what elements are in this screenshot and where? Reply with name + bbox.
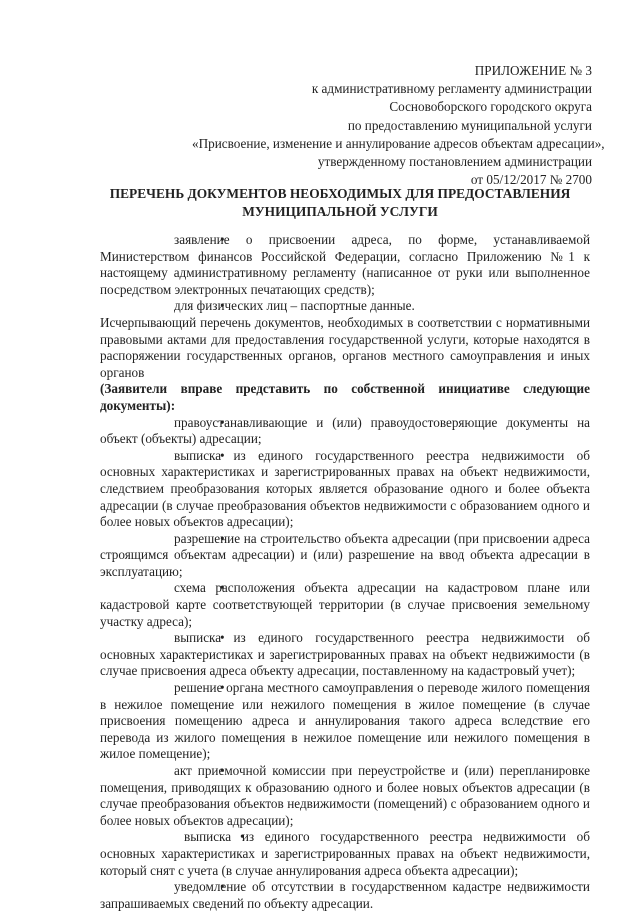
- list-item: • выписка из единого государственного реестра недвижимости об основных характеристиках и зарегистрированных правах на объект недвижимости, который снят с учета (в случае аннулирования адреса объекта адресации);: [100, 829, 590, 879]
- title-line: ПЕРЕЧЕНЬ ДОКУМЕНТОВ НЕОБХОДИМЫХ ДЛЯ ПРЕДОСТАВЛЕНИЯ: [109, 186, 571, 201]
- header-line: Сосновоборского городского округа: [389, 99, 592, 115]
- document-title: [70, 185, 610, 221]
- list-item: • выписка из единого государственного реестра недвижимости об основных характеристиках и зарегистрированных правах на объект недвижимости (в случае присвоения адреса объекту адресации, поставленному на кадастровый учет);: [100, 630, 590, 680]
- paragraph: Исчерпывающий перечень документов, необходимых в соответствии с нормативными правовыми актами для предоставления государственной услуги, которые находятся в распоряжении государственных органов, органов местного самоуправления и иных органов: [100, 314, 590, 380]
- list-item: • для физических лиц – паспортные данные.: [100, 298, 590, 315]
- appendix-number: ПРИЛОЖЕНИЕ № 3: [474, 63, 592, 78]
- appendix-header: [192, 62, 605, 189]
- service-name: «Присвоение, изменение и аннулирование адресов объектам адресации»,: [192, 135, 605, 151]
- title-line: МУНИЦИПАЛЬНОЙ УСЛУГИ: [242, 204, 438, 219]
- document-list: [100, 232, 590, 912]
- list-item: • правоустанавливающие и (или) правоудостоверяющие документы на объект (объекты) адресации;: [100, 415, 590, 448]
- header-line: утвержденному постановлением администрации: [317, 154, 592, 170]
- list-item: • заявление о присвоении адреса, по форме, устанавливаемой Министерством финансов Российской Федерации, согласно Приложению №1 к настоящему административному регламенту (написанное от руки или выполненное посредством электронных печатающих средств);: [100, 232, 590, 298]
- header-line: по предоставлению муниципальной услуги: [347, 117, 592, 133]
- bold-paragraph: (Заявители вправе представить по собственной инициативе следующие документы):: [100, 381, 590, 413]
- header-line: к административному регламенту администрации: [311, 81, 592, 97]
- list-item: • схема расположения объекта адресации на кадастровом плане или кадастровой карте соответствующей территории (в случае присвоения земельному участку адреса);: [100, 580, 590, 630]
- list-item: • разрешение на строительство объекта адресации (при присвоении адреса строящимся объектам адресации) и (или) разрешение на ввод объекта адресации в эксплуатацию;: [100, 531, 590, 581]
- list-item: • выписка из единого государственного реестра недвижимости об основных характеристиках и зарегистрированных правах на объект недвижимости, следствием преобразования которых является образование одного и более объекта адресации (в случае преобразования объектов недвижимости с образованием одного и более новых объектов адресации);: [100, 448, 590, 531]
- list-item: • уведомление об отсутствии в государственном кадастре недвижимости запрашиваемых сведений по объекту адресации.: [100, 879, 590, 912]
- resolution-date: от 05/12/2017 № 2700: [470, 172, 592, 188]
- list-item: • решение органа местного самоуправления о переводе жилого помещения в нежилое помещение или нежилого помещения в жилое помещение (в случае присвоения помещению адреса и аннулирования такого адреса вследствие его перевода из жилого помещения в нежилое помещение или нежилого помещения в жилое помещение);: [100, 680, 590, 763]
- list-item: • акт приемочной комиссии при переустройстве и (или) перепланировке помещения, приводящих к образованию одного и более новых объектов адресации (в случае преобразования объектов недвижимости (помещений) с образованием одного и более новых объектов адресации);: [100, 763, 590, 829]
